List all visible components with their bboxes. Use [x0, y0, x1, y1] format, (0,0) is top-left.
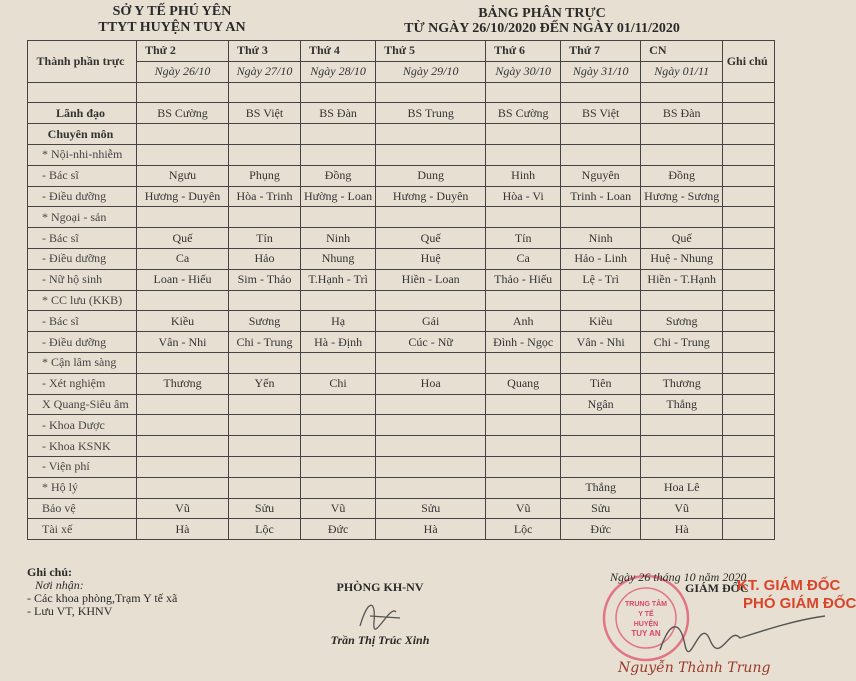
table-cell [486, 290, 561, 311]
table-cell [723, 394, 775, 415]
department-title: PHÒNG KH-NV [336, 580, 424, 594]
table-cell [641, 207, 723, 228]
row-label: Bảo vệ [28, 498, 137, 519]
table-cell: Cúc - Nữ [376, 332, 486, 353]
table-cell: BS Việt [229, 103, 301, 124]
table-cell: Quang [486, 373, 561, 394]
table-row [28, 311, 775, 332]
table-cell: Trinh - Loan [561, 186, 641, 207]
table-cell [723, 186, 775, 207]
notes-header: Ghi chú [723, 41, 775, 83]
row-label: - Viện phí [28, 456, 137, 477]
table-cell: Huệ - Nhung [641, 248, 723, 269]
table-row [28, 373, 775, 394]
department-signer-name: Trần Thị Trúc Xinh [330, 633, 430, 647]
table-cell [301, 415, 376, 436]
row-label: - Nữ hộ sinh [28, 269, 137, 290]
table-cell: Vũ [641, 498, 723, 519]
stamp-text: Y TẾ [638, 611, 654, 618]
table-cell [301, 394, 376, 415]
table-cell: Vũ [137, 498, 229, 519]
document-title [352, 6, 732, 36]
table-cell [486, 477, 561, 498]
table-cell: Hà - Định [301, 332, 376, 353]
title-line-1: BẢNG PHÂN TRỰC [478, 6, 606, 21]
table-cell [229, 124, 301, 145]
table-cell [723, 290, 775, 311]
director-signature [570, 566, 856, 681]
row-label: * Nội-nhi-nhiễm [28, 144, 137, 165]
table-cell [486, 436, 561, 457]
table-cell [723, 144, 775, 165]
table-cell: Hà [376, 519, 486, 540]
stamp-text: TUY AN [631, 629, 661, 638]
table-cell: Huệ [376, 248, 486, 269]
table-cell [137, 477, 229, 498]
table-cell: Đình - Ngọc [486, 332, 561, 353]
table-cell [641, 144, 723, 165]
table-cell [723, 124, 775, 145]
table-row [28, 82, 775, 103]
table-cell [641, 436, 723, 457]
table-cell: Quế [376, 228, 486, 249]
table-cell [137, 82, 229, 103]
table-cell: Thắng [561, 477, 641, 498]
table-cell [641, 124, 723, 145]
table-cell [376, 456, 486, 477]
table-cell: Vân - Nhi [561, 332, 641, 353]
table-cell: Thương [137, 373, 229, 394]
table-cell [486, 82, 561, 103]
table-cell [229, 144, 301, 165]
row-label: - Bác sĩ [28, 228, 137, 249]
table-cell [376, 290, 486, 311]
table-cell: Ngưu [137, 165, 229, 186]
director-title: GIÁM ĐỐC [685, 581, 749, 595]
row-label: - Khoa KSNK [28, 436, 137, 457]
table-cell [376, 124, 486, 145]
notes-label: Ghi chú: [27, 565, 73, 579]
row-label: - Bác sĩ [28, 165, 137, 186]
table-cell [723, 207, 775, 228]
table-cell [376, 436, 486, 457]
table-cell: Anh [486, 311, 561, 332]
deputy-title-line-2: PHÓ GIÁM ĐỐC [743, 595, 856, 612]
row-label: - Điều dưỡng [28, 332, 137, 353]
table-cell [301, 144, 376, 165]
table-cell [723, 165, 775, 186]
table-cell [561, 415, 641, 436]
table-cell: Sửu [229, 498, 301, 519]
table-cell [301, 352, 376, 373]
table-row [28, 186, 775, 207]
table-row [28, 498, 775, 519]
table-cell: Kiều [561, 311, 641, 332]
table-cell [376, 352, 486, 373]
table-cell: Chi - Trung [641, 332, 723, 353]
table-cell [486, 415, 561, 436]
table-row [28, 269, 775, 290]
notes-block [27, 566, 177, 618]
table-cell [229, 456, 301, 477]
table-cell [137, 436, 229, 457]
table-cell: BS Cường [137, 103, 229, 124]
table-cell [301, 290, 376, 311]
table-cell [641, 456, 723, 477]
table-cell [723, 103, 775, 124]
date-header: Ngày 29/10 [376, 61, 486, 82]
table-cell: Ninh [301, 228, 376, 249]
table-cell [561, 290, 641, 311]
table-cell: Tiên [561, 373, 641, 394]
table-cell [641, 415, 723, 436]
table-cell [301, 436, 376, 457]
table-cell [561, 124, 641, 145]
table-cell [641, 290, 723, 311]
row-label: * Hộ lý [28, 477, 137, 498]
table-cell [486, 207, 561, 228]
table-cell [561, 456, 641, 477]
table-cell: Thảo - Hiếu [486, 269, 561, 290]
date-header: Ngày 30/10 [486, 61, 561, 82]
row-label: - Điều dưỡng [28, 248, 137, 269]
table-cell [723, 456, 775, 477]
table-cell [561, 352, 641, 373]
table-cell [486, 456, 561, 477]
table-cell [376, 415, 486, 436]
table-cell: Hiền - T.Hạnh [641, 269, 723, 290]
table-cell [561, 144, 641, 165]
row-label: Chuyên môn [28, 124, 137, 145]
table-cell: Yến [229, 373, 301, 394]
table-cell: Hà [641, 519, 723, 540]
header-row-days [28, 41, 775, 62]
table-cell: Sương [229, 311, 301, 332]
date-header: Ngày 01/11 [641, 61, 723, 82]
table-cell [301, 456, 376, 477]
deputy-title-line-1: KT. GIÁM ĐỐC [737, 577, 841, 594]
table-cell [229, 477, 301, 498]
table-row [28, 519, 775, 540]
table-row [28, 165, 775, 186]
org-line-2: TTYT HUYỆN TUY AN [98, 20, 246, 35]
table-cell [723, 477, 775, 498]
table-cell [229, 352, 301, 373]
director-signer-name: Nguyễn Thành Trung [618, 660, 771, 676]
row-label [28, 82, 137, 103]
table-cell [723, 82, 775, 103]
table-cell: Hoa Lê [641, 477, 723, 498]
table-cell: Chi - Trung [229, 332, 301, 353]
table-row [28, 103, 775, 124]
column-header: Thành phần trực [28, 41, 137, 83]
table-cell: Sửu [376, 498, 486, 519]
table-cell [137, 144, 229, 165]
table-cell [723, 228, 775, 249]
stamp-text: HUYỆN [633, 621, 659, 628]
table-cell [561, 207, 641, 228]
table-row [28, 415, 775, 436]
row-label: - Khoa Dược [28, 415, 137, 436]
table-cell [229, 436, 301, 457]
table-cell: Đức [561, 519, 641, 540]
table-cell: Đức [301, 519, 376, 540]
table-cell: Hương - Duyên [137, 186, 229, 207]
title-line-2: TỪ NGÀY 26/10/2020 ĐẾN NGÀY 01/11/2020 [404, 21, 680, 36]
director-signature-icon [655, 610, 835, 660]
table-row [28, 228, 775, 249]
row-label: * Ngoại - sản [28, 207, 137, 228]
table-cell [137, 415, 229, 436]
table-cell [229, 82, 301, 103]
table-cell [723, 332, 775, 353]
table-cell [723, 415, 775, 436]
date-header: Ngày 31/10 [561, 61, 641, 82]
table-cell: Hoa [376, 373, 486, 394]
table-cell [561, 82, 641, 103]
row-label: Tài xế [28, 519, 137, 540]
table-cell [137, 352, 229, 373]
table-cell [486, 394, 561, 415]
table-row [28, 332, 775, 353]
table-cell: Ngân [561, 394, 641, 415]
table-cell: Nhung [301, 248, 376, 269]
table-cell: Lộc [229, 519, 301, 540]
table-row [28, 207, 775, 228]
table-cell [641, 82, 723, 103]
recipient-item: - Lưu VT, KHNV [27, 604, 113, 618]
table-cell [301, 477, 376, 498]
table-cell [137, 207, 229, 228]
date-header: Ngày 28/10 [301, 61, 376, 82]
table-cell: Đồng [641, 165, 723, 186]
day-header: Thứ 7 [561, 41, 641, 62]
table-cell: Hạ [301, 311, 376, 332]
table-row [28, 436, 775, 457]
table-cell [723, 269, 775, 290]
table-row [28, 248, 775, 269]
table-cell [376, 144, 486, 165]
table-cell [137, 394, 229, 415]
table-cell [376, 207, 486, 228]
table-cell: Vũ [301, 498, 376, 519]
table-cell: Gái [376, 311, 486, 332]
header-row-dates [28, 61, 775, 82]
table-cell: Hòa - Trinh [229, 186, 301, 207]
table-cell: Ninh [561, 228, 641, 249]
day-header: Thứ 5 [376, 41, 486, 62]
table-cell [376, 82, 486, 103]
day-header: Thứ 3 [229, 41, 301, 62]
table-cell: Tín [486, 228, 561, 249]
row-label: X Quang-Siêu âm [28, 394, 137, 415]
org-line-1: SỞ Y TẾ PHÚ YÊN [112, 4, 232, 19]
org-header [62, 4, 282, 36]
table-cell: Quế [641, 228, 723, 249]
table-cell [723, 498, 775, 519]
table-cell: Ca [137, 248, 229, 269]
table-cell: Vân - Nhi [137, 332, 229, 353]
table-row [28, 456, 775, 477]
table-cell [301, 82, 376, 103]
department-signature [290, 580, 470, 647]
table-cell [486, 124, 561, 145]
table-cell: Hiền - Loan [376, 269, 486, 290]
day-header: Thứ 2 [137, 41, 229, 62]
table-cell [229, 290, 301, 311]
table-row [28, 394, 775, 415]
table-cell [376, 477, 486, 498]
table-cell: Hinh [486, 165, 561, 186]
duty-roster-table [27, 40, 775, 540]
table-row [28, 477, 775, 498]
stamp-text: TRUNG TÂM [625, 601, 667, 608]
table-cell: Hương - Duyên [376, 186, 486, 207]
table-cell: T.Hạnh - Trì [301, 269, 376, 290]
table-cell: Đồng [301, 165, 376, 186]
table-cell: Ca [486, 248, 561, 269]
table-row [28, 290, 775, 311]
table-cell [486, 352, 561, 373]
table-cell: Hà [137, 519, 229, 540]
table-cell [229, 394, 301, 415]
table-cell: Tín [229, 228, 301, 249]
table-cell: Hường - Loan [301, 186, 376, 207]
table-cell [723, 352, 775, 373]
table-cell: BS Trung [376, 103, 486, 124]
day-header: Thứ 6 [486, 41, 561, 62]
table-cell [561, 436, 641, 457]
table-row [28, 144, 775, 165]
table-cell: BS Cường [486, 103, 561, 124]
table-cell [723, 519, 775, 540]
table-cell: BS Đàn [301, 103, 376, 124]
row-label: Lãnh đạo [28, 103, 137, 124]
table-cell: Hảo - Linh [561, 248, 641, 269]
table-cell: Hảo [229, 248, 301, 269]
table-cell [229, 207, 301, 228]
table-row [28, 124, 775, 145]
table-cell: Nguyên [561, 165, 641, 186]
handwritten-signature-icon [350, 594, 410, 634]
table-cell: Loan - Hiếu [137, 269, 229, 290]
table-cell: Lệ - Trì [561, 269, 641, 290]
table-cell [137, 456, 229, 477]
table-cell: Dung [376, 165, 486, 186]
row-label: * Cận lâm sàng [28, 352, 137, 373]
date-header: Ngày 27/10 [229, 61, 301, 82]
table-row [28, 352, 775, 373]
table-cell [137, 290, 229, 311]
table-cell: Lộc [486, 519, 561, 540]
table-cell [229, 415, 301, 436]
table-cell: BS Đàn [641, 103, 723, 124]
signing-date: Ngày 26 tháng 10 năm 2020 [610, 570, 747, 584]
table-cell [723, 373, 775, 394]
table-cell [723, 248, 775, 269]
row-label: - Điều dưỡng [28, 186, 137, 207]
row-label: * CC lưu (KKB) [28, 290, 137, 311]
table-cell [486, 144, 561, 165]
table-cell: Sương [641, 311, 723, 332]
table-cell [137, 124, 229, 145]
table-cell: Kiều [137, 311, 229, 332]
table-cell: Hương - Sương [641, 186, 723, 207]
table-cell: BS Việt [561, 103, 641, 124]
table-cell [376, 394, 486, 415]
recipient-item: - Các khoa phòng,Trạm Y tế xã [27, 591, 178, 605]
table-cell [641, 352, 723, 373]
table-cell: Thương [641, 373, 723, 394]
table-cell: Sim - Thảo [229, 269, 301, 290]
day-header: CN [641, 41, 723, 62]
table-cell: Hòa - Vi [486, 186, 561, 207]
table-cell [723, 436, 775, 457]
table-cell: Chi [301, 373, 376, 394]
table-cell: Quế [137, 228, 229, 249]
row-label: - Bác sĩ [28, 311, 137, 332]
table-cell: Vũ [486, 498, 561, 519]
recipients-label: Nơi nhận: [35, 578, 84, 592]
row-label: - Xét nghiệm [28, 373, 137, 394]
date-header: Ngày 26/10 [137, 61, 229, 82]
day-header: Thứ 4 [301, 41, 376, 62]
table-cell: Phụng [229, 165, 301, 186]
table-cell [301, 207, 376, 228]
table-cell [301, 124, 376, 145]
table-cell [723, 311, 775, 332]
table-cell: Sửu [561, 498, 641, 519]
table-cell: Thắng [641, 394, 723, 415]
